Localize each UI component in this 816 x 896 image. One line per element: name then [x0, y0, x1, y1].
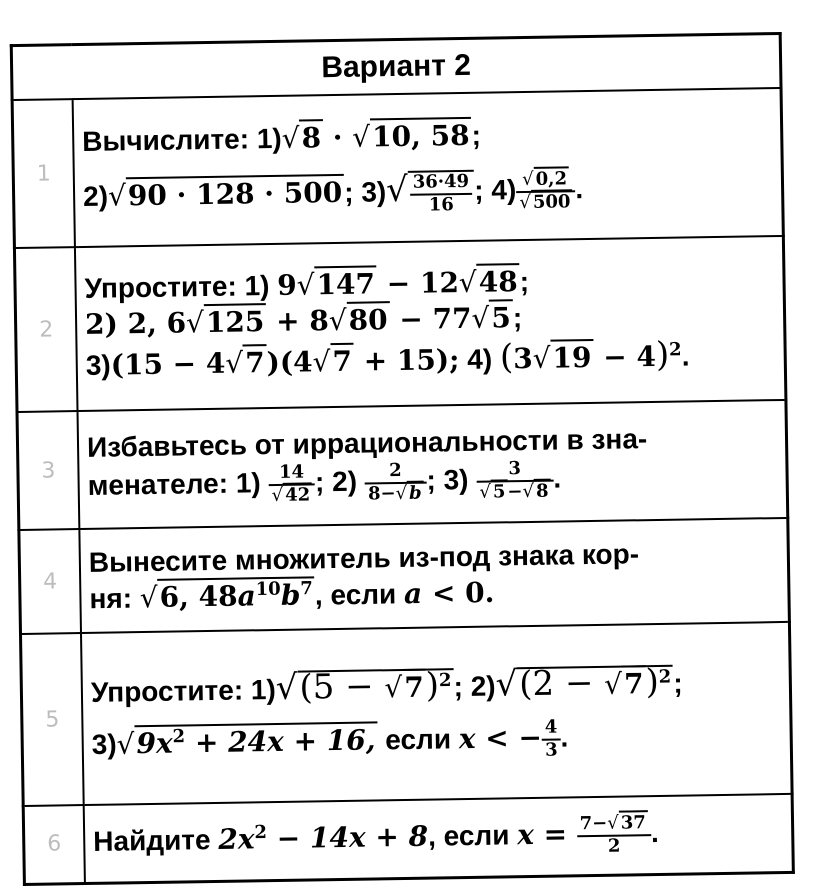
fraction: $\frac{√0,2}{√500}$: [516, 169, 576, 213]
fraction: $\frac{2}{8-√b}$: [364, 461, 426, 505]
page-title: Вариант 2: [11, 33, 781, 100]
table-row: [14, 236, 785, 412]
fraction: $\frac{7-√37}{2}$: [577, 813, 652, 858]
radical: √8: [281, 121, 323, 157]
task-content: Упростите: $1)√(5 - √7)^2$; $2)√(2 - √7)^2$; $3)√9x^2 + 24x + 16$, если x < − $\frac{4}{3}$ .: [81, 622, 792, 805]
table-row: [21, 622, 793, 806]
radical: √10, 58: [352, 118, 472, 156]
task-table: [10, 32, 795, 886]
radical: √ $\frac{36\cdot 49}{16}$: [386, 168, 475, 217]
task-number: 4: [19, 529, 81, 634]
fraction: $\frac{3}{√5-√8}$: [476, 459, 554, 504]
task-content: Упростите: 1) 9√147 − 12√48; 2) 2, 6√125 + 8√80 − 77√5; 3)(15 − 4√7)(4√7 + 15); 4) $(3√19 - 4)^2$.: [75, 236, 786, 411]
task-number: 3: [17, 411, 79, 530]
fraction: $\frac{4}{3}$: [542, 718, 561, 762]
task-content: Найдите $2x^2 - 14x + 8$, если x = $\frac{7-√37}{2}$ .: [84, 794, 794, 883]
task-line: Вычислите: 1)√8 · √10, 58;: [82, 114, 772, 161]
task-content: Вынесите множитель из-под знака кор- ня: √6, $48a^{10}b^7$, если a < 0.: [79, 518, 789, 633]
table-row: [19, 518, 790, 634]
task-content: [73, 88, 784, 247]
table-row: [12, 88, 783, 248]
fraction: $\frac{14}{√42}$: [268, 463, 315, 507]
task-number: 1: [12, 99, 75, 248]
task-line: 2)√90 · 128 · 500; 3)√ $\frac{36\cdot 49}{16}$ ; 4) $\frac{√0,2}{√500}$ .: [83, 163, 774, 221]
table-row: [23, 794, 793, 884]
table-row: [17, 400, 788, 530]
fraction: $\frac{36\cdot 49}{16}$: [408, 170, 475, 216]
task-content: Избавьтесь от иррациональности в зна- менателе: 1) $\frac{14}{√42}$ ; 2) $\frac{2}{8-√b}$ ; 3) $\frac{3}{√5-√8}$ .: [78, 400, 788, 529]
task-number: 5: [21, 633, 84, 806]
task-number: 2: [14, 247, 77, 412]
task-number: 6: [23, 805, 85, 884]
radical: √90 · 128 · 500: [108, 175, 345, 215]
